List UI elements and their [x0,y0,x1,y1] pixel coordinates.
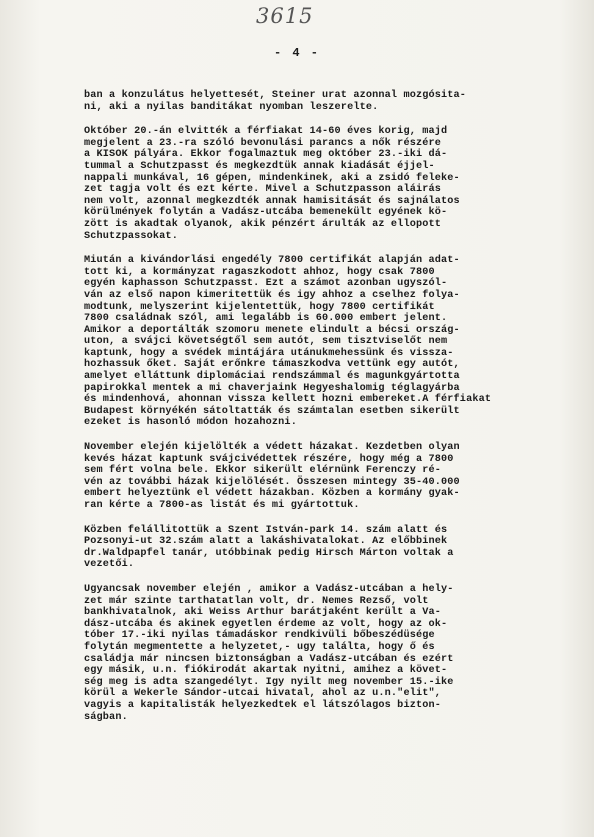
text-line: vezetői. [84,559,135,571]
text-line: hozhassuk őket. Saját erőnkre támaszkodva vettünk egy autót, [84,359,460,371]
page-number: - 4 - [273,46,320,60]
text-line: zött is akadtak olyanok, akik pénzért árulták az ellopott [84,218,442,230]
text-line: tóber 17.-iki nyilas támadáskor rendkivüli bőbeszédüsége [84,630,435,642]
text-line: nem volt, azonnal megkezdték annak hamisitását és sajnálatos [84,195,460,207]
text-line: Közben felállitottük a Szent István-park 14. szám alatt és [84,524,448,536]
paragraph [84,525,559,571]
text-line: ran kérte a 7800-as listát és mi gyártottuk. [84,500,360,511]
text-line: ságban. [84,711,128,723]
paragraph [84,255,559,429]
text-line: amelyet elláttunk diplomáciai rendszámmal és magunkgyártotta [84,371,460,383]
text-line: Schutzpassokat. [84,230,178,242]
text-line: egyén kaphasson Schutzpasst. Ezt a számot azonban ugyszól- [84,278,448,290]
text-line: vagyis a kapitalisták helyezkedtek el látszólagos bizton- [84,699,442,711]
text-line: vén az további házak kijelölését. Összesen mintegy 35-40.000 [84,476,460,488]
text-line: zet már szinte tarthatatlan volt, dr. Nemes Rezső, volt [84,595,429,607]
text-line: tott ki, a kormányzat ragaszkodott ahhoz, hogy csak 7800 [84,266,435,278]
text-line: és mindenhová, ahonnan vissza kellett hozni embereket.A férfiakat [84,394,492,406]
text-line: ni, aki a nyilas banditákat nyomban leszerelte. [84,101,379,113]
text-line: körül a Wekerle Sándor-utcai hivatal, ahol az u.n."elit", [84,688,442,700]
text-line: Budapest környékén sátoltatták és számtalan esetben sikerült [84,405,460,417]
text-line: Amikor a deportálták szomoru menete elindult a bécsi ország- [84,324,460,336]
document-body [84,90,559,736]
paragraph [84,584,559,723]
paragraph [84,90,559,113]
text-line: nappali munkával, 16 gépen, mindenkinek, aki a zsidó feleke- [84,172,460,184]
text-line: 7800 családnak szól, ami legalább is 60.000 embert jelent. [84,313,448,325]
text-line: kevés házat kaptunk svájcivédettek részére, hogy még a 7800 [84,453,454,465]
text-line: folytán megmentette a helyzetet,- ugy találta, hogy ő és [84,641,435,653]
text-line: zet tagja volt és ezt kérte. Mivel a Schutzpasson aláirás [84,184,442,196]
handwritten-page-number: 3615 [256,4,314,28]
text-line: Miután a kivándorlási engedély 7800 certifikát alapján adat- [84,255,460,267]
text-line: ség meg is adta szangedélyt. Igy nyilt meg november 15.-ike [84,676,454,688]
text-line: embert helyeztünk el védett házakban. Közben a kormány gyak- [84,488,460,500]
text-line: egy másik, u.n. fiókirodát akartak nyitni, amihez a követ- [84,665,448,677]
text-line: ban a konzulátus helyettesét, Steiner urat azonnal mozgósita- [84,90,467,101]
text-line: modtunk, melyszerint kijelentettük, hogy 7800 certifikát [84,301,435,313]
text-line: ván az első napon kimeritettük és igy ahhoz a cselhez folya- [84,289,460,301]
text-line: papirokkal mentek a mi chaverjaink Hegyeshalomig téglagyárba [84,382,460,394]
text-line: Pozsonyi-ut 32.szám alatt a lakáshivatalokat. Az előbbinek [84,536,448,548]
text-line: megjelent a 23.-ra szóló bevonulási parancs a nők részére [84,137,442,149]
text-line: családja már nincsen biztonságban a Vadász-utcában és ezért [84,653,454,665]
text-line: Ugyancsak november elején , amikor a Vadász-utcában a hely- [84,583,454,595]
text-line: bankhivatalnok, aki Weiss Arthur barátjaként került a Va- [84,607,442,619]
text-line: uton, a svájci követségtől sem autót, sem tisztviselőt nem [84,336,448,348]
text-line: körülmények folytán a Vadász-utcába bemenekült egyének kö- [84,207,448,219]
text-line: ezeket is hasonló módon hozahozni. [84,417,297,429]
text-line: kaptunk, hogy a svédek mintájára utánukmehessünk és vissza- [84,347,454,359]
text-line: a KISOK pályára. Ekkor fogalmaztuk meg október 23.-iki dá- [84,149,448,161]
text-line: tummal a Schutzpasst és megkezdtük annak kiadását éjjel- [84,160,435,172]
paragraph [84,126,559,242]
text-line: November elején kijelölték a védett házakat. Kezdetben olyan [84,442,460,454]
paragraph [84,442,559,512]
text-line: Október 20.-án elvitték a férfiakat 14-60 éves korig, majd [84,126,448,138]
text-line: dász-utcába és akinek egyetlen érdeme az volt, hogy az ok- [84,618,448,630]
text-line: dr.Waldpapfel tanár, utóbbinak pedig Hirsch Márton voltak a [84,547,454,559]
text-line: sem fért volna bele. Ekkor sikerült elérnünk Ferenczy ré- [84,465,442,477]
